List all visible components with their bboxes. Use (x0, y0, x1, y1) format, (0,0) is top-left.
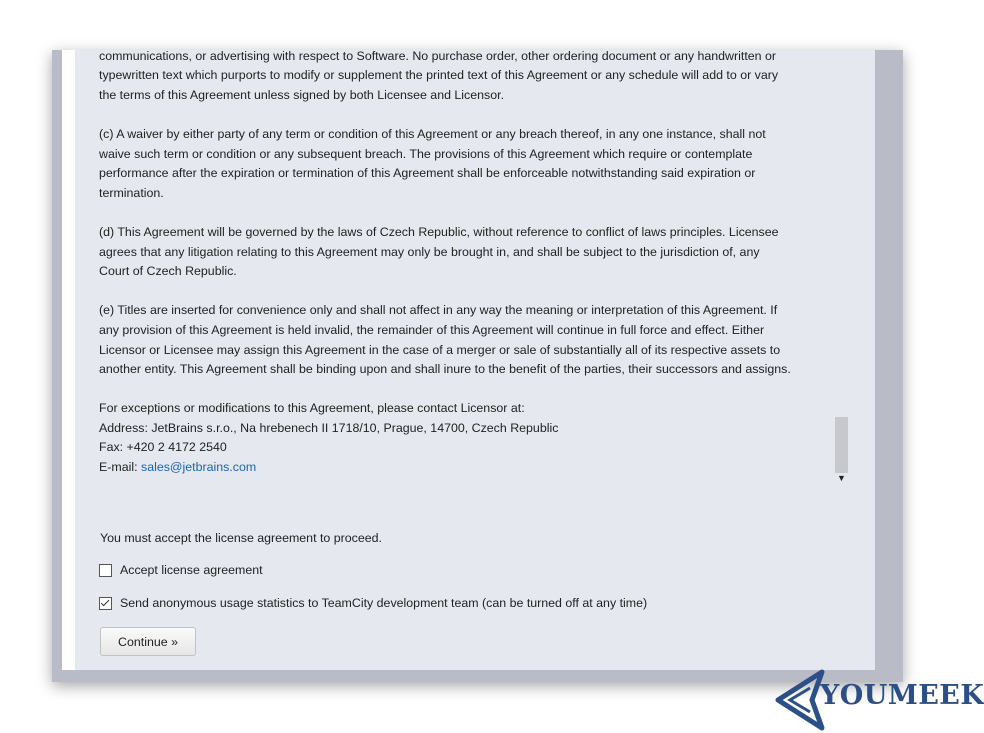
license-line: (d) This Agreement will be governed by the laws of Czech Republic, without reference to conflict of laws principles. Licensee (99, 224, 779, 239)
license-scrollbar[interactable] (834, 50, 849, 490)
license-paragraph-d (99, 223, 834, 282)
license-paragraph-general (99, 27, 834, 105)
accept-license-checkbox[interactable] (99, 564, 112, 577)
license-line: Licensor or Licensee may assign this Agreement in the case of a merger or sale of substantially all of its respective assets to (99, 342, 781, 357)
license-line: the terms of this Agreement unless signed by both Licensee and Licensor. (99, 87, 505, 102)
continue-button[interactable]: Continue » (100, 627, 196, 656)
scroll-down-arrow-icon[interactable]: ▼ (837, 473, 846, 483)
license-line: typewritten text which purports to modify or supplement the printed text of this Agreement or any schedule will add to or vary (99, 68, 779, 83)
usage-stats-row[interactable] (99, 596, 647, 610)
license-line: (c) A waiver by either party of any term or condition of this Agreement or any breach thereof, in any one instance, shall not (99, 126, 766, 141)
license-paragraph-e (99, 301, 834, 379)
contact-intro: For exceptions or modifications to this Agreement, please contact Licensor at: (99, 401, 525, 416)
license-line: another entity. This Agreement shall be binding upon and shall inure to the benefit of the parties, their successors and assigns. (99, 362, 791, 377)
contact-fax: Fax: +420 2 4172 2540 (99, 440, 227, 455)
accept-license-label[interactable]: Accept license agreement (120, 563, 263, 577)
scrollbar-thumb[interactable] (835, 417, 848, 473)
license-line: (e) Titles are inserted for convenience only and shall not affect in any way the meaning or interpretation of this Agreement. If (99, 303, 778, 318)
accept-prompt: You must accept the license agreement to proceed. (100, 531, 382, 545)
contact-address: Address: JetBrains s.r.o., Na hrebenech II 1718/10, Prague, 14700, Czech Republic (99, 420, 559, 435)
email-link[interactable]: sales@jetbrains.com (141, 460, 257, 475)
license-line: waive such term or condition or any subsequent breach. The provisions of this Agreement which require or contemplate (99, 146, 753, 161)
license-line: termination. (99, 185, 164, 200)
usage-stats-checkbox[interactable] (99, 597, 112, 610)
license-paragraph-c (99, 125, 834, 203)
license-agreement-text[interactable] (99, 50, 849, 490)
license-line: Court of Czech Republic. (99, 264, 237, 279)
contact-email (99, 458, 834, 478)
license-line: performance after the expiration or termination of this Agreement shall be enforceable notwithstanding said expiration or (99, 166, 756, 181)
license-line: agrees that any litigation relating to this Agreement may only be brought in, and shall be subject to the jurisdiction of, any (99, 244, 760, 259)
license-contact (99, 399, 834, 477)
license-line: communications, or advertising with respect to Software. No purchase order, other ordering document or any handwritten or (99, 48, 777, 63)
accept-license-row[interactable] (99, 563, 263, 577)
usage-stats-label[interactable]: Send anonymous usage statistics to TeamCity development team (can be turned off at any time) (120, 596, 648, 610)
email-label: E-mail: (99, 460, 141, 475)
watermark-text: YOUMEEK (820, 680, 984, 711)
license-line: any provision of this Agreement is held invalid, the remainder of this Agreement will continue in full force and effect. Either (99, 322, 765, 337)
